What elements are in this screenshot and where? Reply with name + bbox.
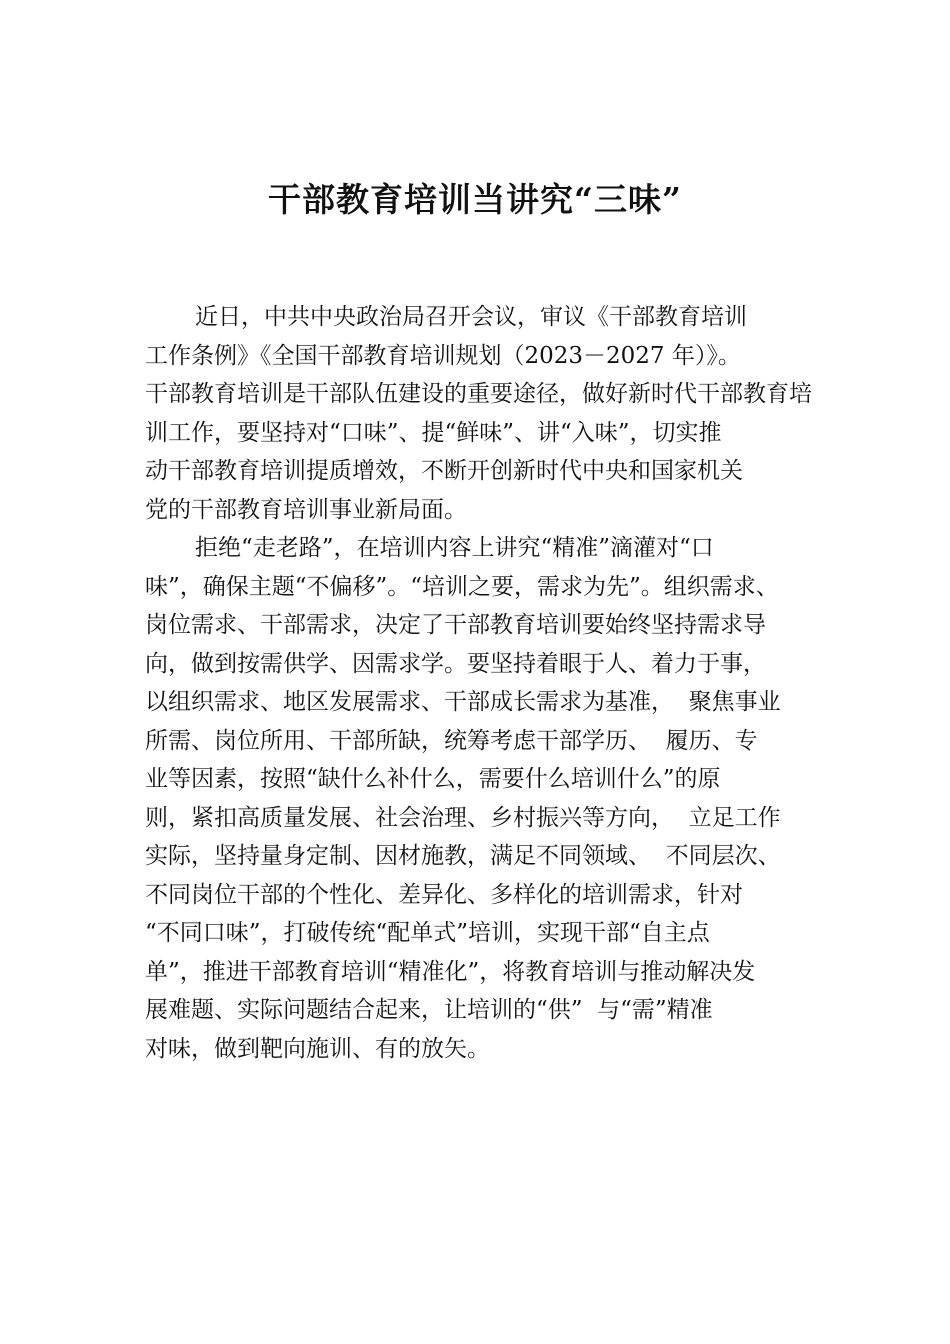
paragraph-line: 则，紧扣高质量发展、社会治理、乡村振兴等方向， 立足工作	[145, 804, 781, 831]
document-title: 干部教育培训当讲究“三味”	[268, 180, 682, 219]
paragraph-line: 所需、岗位所用、干部所缺，统筹考虑干部学历、 履历、专	[145, 727, 758, 754]
paragraph-line: 近日，中共中央政治局召开会议，审议《干部教育培训	[195, 304, 747, 330]
paragraph-line: 岗位需求、干部需求，决定了干部教育培训要始终坚持需求导	[145, 612, 766, 638]
paragraph-line: 干部教育培训是干部队伍建设的重要途径，做好新时代干部教育培	[145, 381, 812, 407]
paragraph-line: 对味，做到靶向施训、有的放矢。	[145, 1035, 490, 1062]
paragraph-line: 单”，推进干部教育培训“精准化”，将教育培训与推动解决发	[145, 958, 756, 985]
paragraph-line: 工作条例》《全国干部教育培训规划（2023－2027 年）》。	[145, 342, 741, 369]
paragraph-line: 不同岗位干部的个性化、差异化、多样化的培训需求，针对	[145, 881, 743, 908]
paragraph-line: 动干部教育培训提质增效，不断开创新时代中央和国家机关	[145, 458, 743, 484]
paragraph-line: “不同口味”，打破传统“配单式”培训，实现干部“自主点	[145, 920, 710, 946]
document-body	[145, 298, 845, 1068]
paragraph-line: 向，做到按需供学、因需求学。要坚持着眼于人、着力于事，	[145, 650, 766, 677]
paragraph-line: 味”，确保主题“不偏移”。“培训之要，需求为先”。组织需求、	[145, 573, 779, 600]
paragraph-line: 展难题、实际问题结合起来，让培训的“供” 与“需”精准	[145, 997, 713, 1023]
paragraph-line: 拒绝“走老路”，在培训内容上讲究“精准”滴灌对“口	[195, 535, 714, 561]
paragraph-line: 业等因素，按照“缺什么补什么，需要什么培训什么”的原	[145, 766, 721, 792]
paragraph-line: 党的干部教育培训事业新局面。	[145, 496, 467, 523]
paragraph-2	[145, 529, 845, 1068]
paragraph-line: 以组织需求、地区发展需求、干部成长需求为基准， 聚焦事业	[145, 689, 781, 715]
paragraph-line: 实际，坚持量身定制、因材施教，满足不同领域、 不同层次、	[145, 843, 781, 869]
paragraph-line: 训工作，要坚持对“口味”、提“鲜味”、讲“入味”，切实推	[145, 419, 722, 446]
paragraph-1	[145, 298, 845, 529]
